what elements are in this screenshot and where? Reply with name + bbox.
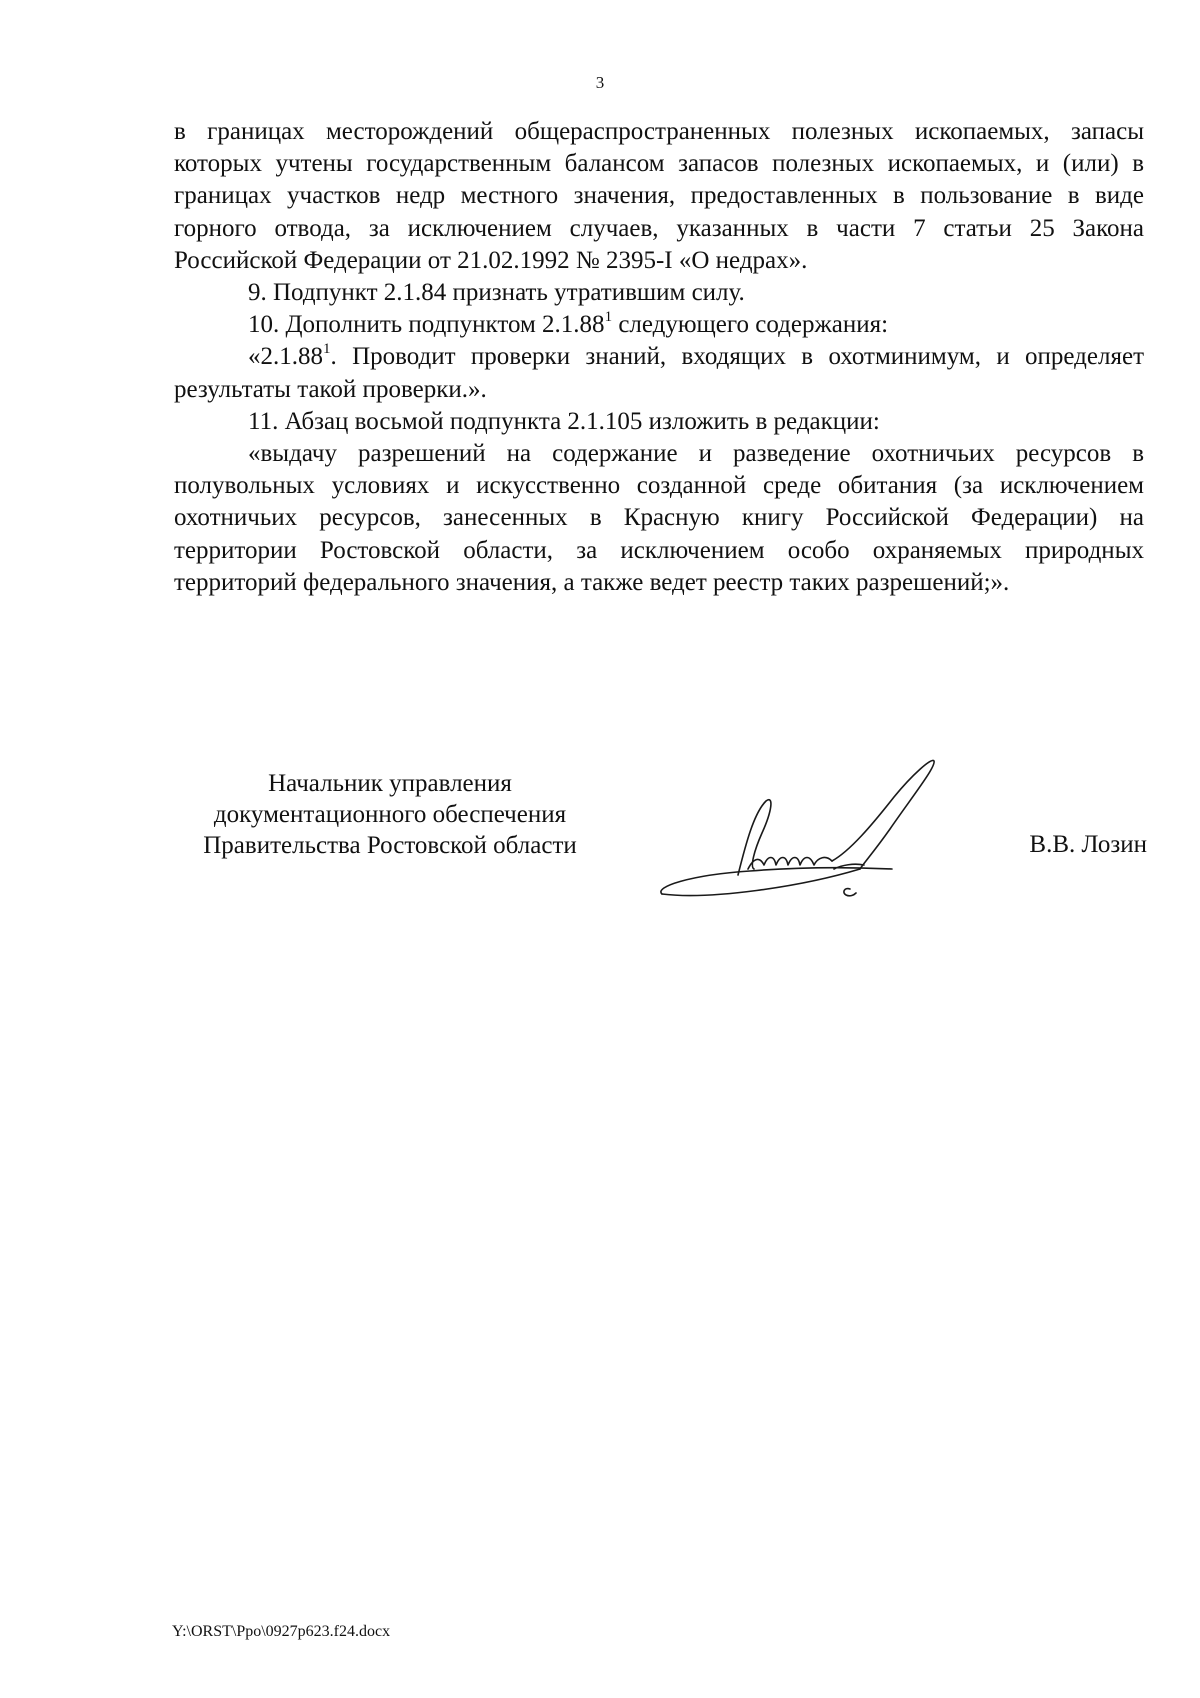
item-10-text-end: следующего содержания: bbox=[612, 311, 889, 339]
paragraph-item-9: 9. Подпункт 2.1.84 признать утратившим силу. bbox=[248, 279, 745, 307]
file-path-footer: Y:\ORST\Ppo\0927p623.f24.docx bbox=[172, 1623, 391, 1640]
document-body bbox=[174, 116, 1144, 599]
item-10-text-start: 10. Дополнить подпунктом 2.1.88 bbox=[248, 311, 605, 339]
handwritten-signature bbox=[650, 757, 970, 907]
subitem-superscript: 1 bbox=[323, 341, 331, 358]
signer-name: В.В. Лозин bbox=[1029, 831, 1147, 858]
subitem-text-end: . Проводит проверки знаний, входящих в охотминимум, и определяет результаты такой проверки.». bbox=[174, 343, 1144, 403]
signatory-title bbox=[174, 768, 606, 861]
page-number: 3 bbox=[595, 73, 605, 92]
signatory-title-line: документационного обеспечения bbox=[213, 801, 567, 828]
paragraph-item-11: 11. Абзац восьмой подпункта 2.1.105 изложить в редакции: bbox=[248, 407, 880, 435]
paragraph-new-wording: «выдачу разрешений на содержание и разведение охотничьих ресурсов в полувольных условиях и искусственно созданной среде обитания (за исключением охотничьих ресурсов, занесенных в Красную книгу Российской Федерации) на территории Ростовской области, за исключением особо охраняемых природных территорий федерального значения, а также ведет реестр таких разрешений;». bbox=[174, 440, 1144, 596]
paragraph-continuation: в границах месторождений общераспространенных полезных ископаемых, запасы которых учтены государственным балансом запасов полезных ископаемых, и (или) в границах участков недр местного значения, предоставленных в пользование в виде горного отвода, за исключением случаев, указанных в части 7 статьи 25 Закона Российской Федерации от 21.02.1992 № 2395-I «О недрах». bbox=[174, 118, 1144, 274]
item-10-superscript: 1 bbox=[604, 308, 613, 325]
subitem-text-start: «2.1.88 bbox=[248, 343, 323, 371]
signatory-title-line: Начальник управления bbox=[268, 770, 512, 797]
paragraph-item-10 bbox=[174, 309, 1144, 341]
signatory-title-line: Правительства Ростовской области bbox=[203, 832, 577, 859]
paragraph-new-subitem bbox=[174, 341, 1144, 405]
